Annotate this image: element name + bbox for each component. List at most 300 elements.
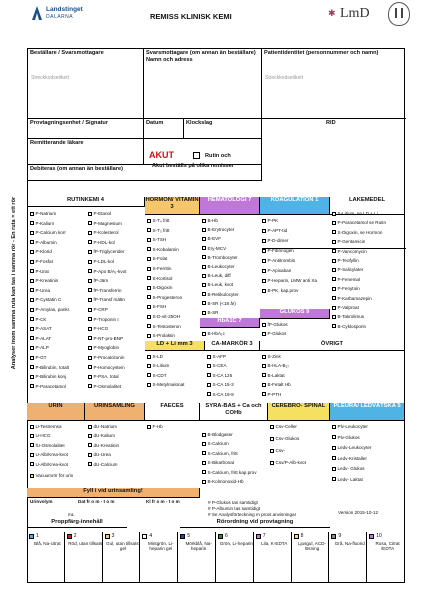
lakemedel-checkbox[interactable] [332, 249, 336, 253]
tube-label: Blå, Na-citrat [34, 541, 61, 546]
rutinkemi-item[interactable] [30, 259, 53, 264]
tube-label: Grå, Na-fluorid [334, 541, 365, 546]
hormon-item[interactable] [147, 256, 167, 261]
lakemedel-checkbox[interactable] [332, 230, 336, 234]
koagulation-item-label: P-D-dimer [267, 238, 289, 243]
lakemedel-item[interactable] [332, 258, 359, 263]
ovrigt-item-label: B-HLA-B₂₇ [267, 363, 289, 369]
syrabas-checkbox[interactable] [202, 442, 206, 446]
lakemedel-item[interactable] [332, 249, 367, 254]
syrabas-item-label: S-Calcium, fritt [207, 450, 238, 456]
urin-checkbox[interactable] [30, 462, 34, 466]
rutinkemi2-item[interactable] [88, 326, 108, 331]
rutinkemi-checkbox[interactable] [30, 279, 34, 283]
rutinkemi2-checkbox[interactable] [88, 356, 92, 360]
hematologi-item[interactable] [202, 246, 226, 251]
rutinkemi2-checkbox[interactable] [88, 221, 92, 225]
urinsamling-item-label: dU-Kreatinin [93, 442, 120, 448]
hematologi-checkbox[interactable] [202, 301, 206, 305]
urinsamling-checkbox[interactable] [88, 462, 92, 466]
hormon-checkbox[interactable] [147, 295, 151, 299]
rutin-label: Rutin och [205, 153, 231, 159]
hormon-item[interactable] [147, 237, 166, 242]
camarkor-item[interactable] [207, 382, 234, 387]
rutinkemi2-checkbox[interactable] [88, 240, 92, 244]
camarkor-checkbox[interactable] [207, 364, 211, 368]
koagulation-item[interactable] [262, 278, 317, 283]
hematologi-item[interactable] [202, 236, 221, 241]
rutinkemi-checkbox[interactable] [30, 260, 34, 264]
cerebro-checkbox[interactable] [270, 425, 274, 429]
rutinkemi2-item[interactable] [88, 288, 121, 293]
rutinkemi-checkbox[interactable] [30, 346, 34, 350]
hormon-item-label: S-Ferritin [152, 266, 172, 271]
lakemedel-item-label: P-Fenemal [337, 276, 360, 282]
akut-checkbox[interactable] [193, 152, 200, 159]
rutinkemi2-item[interactable] [88, 240, 115, 245]
rutinkemi2-checkbox[interactable] [88, 298, 92, 302]
rutinkemi2-checkbox[interactable] [88, 336, 92, 340]
syrabas-checkbox[interactable] [202, 433, 206, 437]
camarkor-checkbox[interactable] [207, 355, 211, 359]
urinsamling-item[interactable] [88, 462, 118, 467]
lakemedel-item[interactable] [332, 211, 378, 216]
koagulation-item[interactable] [262, 218, 278, 223]
rutinkemi2-item[interactable] [88, 211, 111, 216]
rutinkemi-checkbox[interactable] [30, 288, 34, 292]
rutinkemi2-item[interactable] [88, 355, 124, 360]
ovrigt-item[interactable] [262, 363, 289, 368]
rutinkemi-item[interactable] [30, 249, 52, 254]
koagulation-checkbox[interactable] [262, 289, 266, 293]
rutinkemi-item[interactable] [30, 374, 66, 379]
urinsamling-checkbox[interactable] [88, 434, 92, 438]
rutinkemi-checkbox[interactable] [30, 298, 34, 302]
rutinkemi-item[interactable] [30, 240, 57, 245]
rutinkemi2-item[interactable] [88, 384, 121, 389]
ovrigt-checkbox[interactable] [262, 364, 266, 368]
ld-item[interactable] [147, 354, 163, 359]
hematologi-item[interactable] [202, 282, 233, 287]
ld-checkbox[interactable] [147, 364, 151, 368]
ovrigt-item[interactable] [262, 354, 281, 359]
rutinkemi-checkbox[interactable] [30, 327, 34, 331]
fyll-banner: Fyll i vid urinsamling! [27, 488, 200, 498]
recipient-label: Svarsmottagare (om annan än beställare) Namn och adress [146, 50, 256, 63]
rutinkemi2-item[interactable] [88, 336, 123, 341]
glukos-checkbox[interactable] [262, 323, 266, 327]
hematologi-item[interactable] [202, 310, 218, 315]
hematologi-checkbox[interactable] [202, 237, 206, 241]
cerebro-item-label: Csv- [275, 448, 285, 453]
rutinkemi-item[interactable] [30, 384, 66, 389]
rutinkemi2-checkbox[interactable] [88, 288, 92, 292]
camarkor-item[interactable] [207, 363, 227, 368]
ovrigt-checkbox[interactable] [262, 392, 266, 396]
rutinkemi2-checkbox[interactable] [88, 250, 92, 254]
hormon-item[interactable] [147, 324, 181, 329]
glukos-item[interactable] [262, 331, 286, 336]
hormon-item[interactable] [147, 314, 180, 319]
lakemedel-item[interactable] [332, 324, 366, 329]
faeces-item[interactable] [147, 424, 163, 429]
rutinkemi2-checkbox[interactable] [88, 375, 92, 379]
ld-checkbox[interactable] [147, 355, 151, 359]
rutinkemi2-item[interactable] [88, 345, 119, 350]
hormon-checkbox[interactable] [147, 267, 151, 271]
cerebro-item-label: Csv-Glukos [275, 436, 300, 441]
rutinkemi-checkbox[interactable] [30, 375, 34, 379]
hormon-checkbox[interactable] [147, 238, 151, 242]
faeces-checkbox[interactable] [147, 425, 151, 429]
urinsamling-item[interactable] [88, 424, 117, 429]
hematologi-checkbox[interactable] [202, 265, 206, 269]
cerebro-item[interactable] [270, 424, 297, 429]
hematologi-checkbox[interactable] [202, 283, 206, 287]
tube-color-swatch [294, 534, 299, 539]
pleura-checkbox[interactable] [332, 477, 336, 481]
hematologi-checkbox[interactable] [202, 292, 206, 296]
rutinkemi-checkbox[interactable] [30, 240, 34, 244]
rutinkemi-checkbox[interactable] [30, 231, 34, 235]
brand-mark-icon: ✱ [328, 8, 336, 18]
rutinkemi-item[interactable] [30, 221, 54, 226]
syrabas-item[interactable] [202, 441, 229, 446]
tube-color-swatch [142, 534, 147, 539]
hormon-checkbox[interactable] [147, 324, 151, 328]
camarkor-item[interactable] [207, 392, 234, 397]
tube-number: 5 [187, 533, 190, 539]
hba1c-item[interactable] [202, 331, 225, 336]
rutinkemi2-checkbox[interactable] [88, 231, 92, 235]
date-field[interactable] [144, 119, 184, 139]
rutinkemi-checkbox[interactable] [30, 336, 34, 340]
glukos-item[interactable] [262, 322, 288, 327]
rutinkemi-item[interactable] [30, 278, 58, 283]
recipient-field[interactable] [144, 49, 262, 119]
rutinkemi-item-label: P-ALAT [35, 335, 52, 341]
lakemedel-item[interactable] [332, 230, 382, 235]
urin-checkbox[interactable] [30, 434, 34, 438]
hematologi-checkbox[interactable] [202, 255, 206, 259]
koagulation-item[interactable] [262, 248, 294, 253]
rutinkemi2-checkbox[interactable] [88, 365, 92, 369]
rutinkemi2-checkbox[interactable] [88, 317, 92, 321]
koagulation-checkbox[interactable] [262, 279, 266, 283]
rutinkemi2-checkbox[interactable] [88, 269, 92, 273]
koagulation-item[interactable] [262, 258, 295, 263]
lakemedel-checkbox[interactable] [332, 268, 336, 272]
urin-item[interactable] [30, 462, 68, 467]
rutinkemi-item[interactable] [30, 365, 69, 370]
glukos-item-label: P-Glukos [267, 331, 287, 336]
rutinkemi2-item[interactable] [88, 249, 124, 254]
rutinkemi-item[interactable] [30, 297, 61, 302]
hormon-checkbox[interactable] [147, 315, 151, 319]
rutinkemi2-item[interactable] [88, 230, 119, 235]
koagulation-item[interactable] [262, 238, 288, 243]
urinsamling-item[interactable] [88, 452, 111, 457]
ld-item[interactable] [147, 363, 169, 368]
urin-item[interactable] [30, 452, 68, 457]
ovrigt-checkbox[interactable] [262, 355, 266, 359]
rutinkemi-item[interactable] [30, 326, 52, 331]
hormon-item[interactable] [147, 218, 169, 223]
rutinkemi2-checkbox[interactable] [88, 384, 92, 388]
rutinkemi2-checkbox[interactable] [88, 308, 92, 312]
rutinkemi2-item[interactable] [88, 317, 119, 322]
hormon-checkbox[interactable] [147, 286, 151, 290]
cerebro-checkbox[interactable] [270, 449, 274, 453]
hematologi-checkbox[interactable] [202, 311, 206, 315]
sampling-unit-field[interactable] [28, 119, 144, 139]
koagulation-checkbox[interactable] [262, 219, 266, 223]
rutinkemi2-item[interactable] [88, 278, 108, 283]
rutinkemi2-item[interactable] [88, 307, 108, 312]
syrabas-checkbox[interactable] [202, 470, 206, 474]
rutinkemi2-checkbox[interactable] [88, 212, 92, 216]
urin-item[interactable] [30, 424, 62, 429]
rutinkemi-checkbox[interactable] [30, 317, 34, 321]
hormon-checkbox[interactable] [147, 219, 151, 223]
hematologi-item[interactable] [202, 273, 231, 278]
rutinkemi2-item[interactable] [88, 269, 126, 274]
rutinkemi2-item[interactable] [88, 221, 122, 226]
hormon-item[interactable] [147, 247, 179, 252]
hematologi-checkbox[interactable] [202, 219, 206, 223]
ovrigt-item[interactable] [262, 373, 285, 378]
lakemedel-item[interactable] [332, 239, 365, 244]
hormon-checkbox[interactable] [147, 305, 151, 309]
rutinkemi-item[interactable] [30, 307, 70, 312]
hormon-item[interactable] [147, 285, 172, 290]
lakemedel-item[interactable] [332, 296, 372, 301]
urin-checkbox[interactable] [30, 453, 34, 457]
rutinkemi-item-label: P-Paracetamol [35, 383, 66, 389]
tube-color-swatch [369, 534, 374, 539]
syrabas-item[interactable] [202, 460, 234, 465]
rutinkemi-item[interactable] [30, 288, 50, 293]
syrabas-checkbox[interactable] [202, 461, 206, 465]
camarkor-checkbox[interactable] [207, 373, 211, 377]
rutinkemi2-checkbox[interactable] [88, 260, 92, 264]
patient-barcode-placeholder: Streckkodsetikett [265, 75, 304, 81]
hba1c-checkbox[interactable] [202, 332, 206, 336]
rutinkemi-checkbox[interactable] [30, 365, 34, 369]
lakemedel-checkbox[interactable] [332, 277, 336, 281]
hormon-item[interactable] [147, 295, 182, 300]
pleura-checkbox[interactable] [332, 425, 336, 429]
hematologi-checkbox[interactable] [202, 228, 206, 232]
hematologi-item[interactable] [202, 264, 235, 269]
cerebro-checkbox[interactable] [270, 461, 274, 465]
syrabas-item[interactable] [202, 451, 238, 456]
koagulation-checkbox[interactable] [262, 269, 266, 273]
rutinkemi-checkbox[interactable] [30, 269, 34, 273]
ld-checkbox[interactable] [147, 373, 151, 377]
rutinkemi2-item-label: fP-Järn [93, 278, 109, 284]
rutinkemi-checkbox[interactable] [30, 221, 34, 225]
rutinkemi-item-label: P-Amylas, pankr. [35, 307, 71, 312]
urinsamling-item-label: dU-Urea [93, 452, 111, 458]
rutinkemi-checkbox[interactable] [30, 212, 34, 216]
camarkor-checkbox[interactable] [207, 383, 211, 387]
lakemedel-checkbox[interactable] [332, 287, 336, 291]
rutinkemi2-checkbox[interactable] [88, 279, 92, 283]
koagulation-item-label: P-Antitrombin [267, 258, 296, 263]
hormon-item[interactable] [147, 276, 172, 281]
hematologi-item[interactable] [202, 255, 238, 260]
koagulation-checkbox[interactable] [262, 239, 266, 243]
tube-color-swatch [218, 534, 223, 539]
ovrigt-checkbox[interactable] [262, 383, 266, 387]
urin-checkbox[interactable] [30, 425, 34, 429]
rutinkemi2-item[interactable] [88, 374, 119, 379]
rutinkemi2-checkbox[interactable] [88, 327, 92, 331]
urin-item[interactable] [30, 443, 65, 448]
cerebro-checkbox[interactable] [270, 437, 274, 441]
pleura-item[interactable] [332, 477, 363, 482]
hematologi-checkbox[interactable] [202, 274, 206, 278]
hematologi-item[interactable] [202, 218, 218, 223]
lakemedel-checkbox[interactable] [332, 315, 336, 319]
hematologi-item[interactable] [202, 301, 236, 306]
rutinkemi-item[interactable] [30, 355, 46, 360]
urin-item[interactable] [30, 433, 51, 438]
ld-item[interactable] [147, 382, 184, 387]
hematologi-item-label: B-EVF [207, 236, 222, 242]
pleura-checkbox[interactable] [332, 467, 336, 471]
hematologi-item-label: B-SR (<18 år) [207, 300, 236, 306]
ml-unit: mL [68, 512, 75, 517]
requester-field[interactable] [28, 49, 144, 119]
ld-checkbox[interactable] [147, 383, 151, 387]
lakemedel-item[interactable] [332, 305, 359, 310]
rutinkemi-item[interactable] [30, 230, 66, 235]
hormon-item[interactable] [147, 333, 175, 338]
ovrigt-item[interactable] [262, 392, 281, 397]
cerebro-item[interactable] [270, 448, 285, 453]
rutinkemi-item[interactable] [30, 269, 49, 274]
urinsamling-item[interactable] [88, 443, 119, 448]
lakemedel-checkbox[interactable] [332, 306, 336, 310]
rutinkemi-item[interactable] [30, 317, 46, 322]
hormon-checkbox[interactable] [147, 247, 151, 251]
rutinkemi-checkbox[interactable] [30, 250, 34, 254]
hematologi-item[interactable] [202, 227, 234, 232]
lakemedel-item[interactable] [332, 277, 360, 282]
hematologi-checkbox[interactable] [202, 246, 206, 250]
ld-item-label: S-Metylmalonat [152, 382, 185, 388]
syrabas-item[interactable] [202, 432, 233, 437]
pleura-item[interactable] [332, 445, 371, 450]
patient-field[interactable] [262, 49, 406, 119]
tube-cell [292, 532, 330, 582]
lakemedel-checkbox[interactable] [332, 212, 336, 216]
koagulation-checkbox[interactable] [262, 229, 266, 233]
lakemedel-checkbox[interactable] [332, 240, 336, 244]
koagulation-item-label: P-Heparin, LMW anti Xa [267, 278, 318, 283]
urinsamling-checkbox[interactable] [88, 425, 92, 429]
hormon-checkbox[interactable] [147, 228, 151, 232]
pleura-checkbox[interactable] [332, 456, 336, 460]
syrabas-item[interactable] [202, 479, 244, 484]
camarkor-checkbox[interactable] [207, 392, 211, 396]
lakemedel-item[interactable] [332, 314, 364, 319]
hormon-item[interactable] [147, 228, 169, 233]
rutinkemi2-checkbox[interactable] [88, 346, 92, 350]
lakemedel-checkbox[interactable] [332, 296, 336, 300]
pleura-checkbox[interactable] [332, 435, 336, 439]
rutinkemi-checkbox[interactable] [30, 308, 34, 312]
referring-doctor-field[interactable] [28, 139, 144, 165]
camarkor-item[interactable] [207, 354, 226, 359]
koagulation-item[interactable] [262, 288, 298, 293]
cerebro-item[interactable] [270, 436, 299, 441]
version-label: Version 2015-10-12 [338, 510, 379, 515]
lakemedel-checkbox[interactable] [332, 221, 336, 225]
cerebro-item[interactable] [270, 460, 306, 465]
pleura-item[interactable] [332, 456, 367, 461]
lakemedel-item[interactable] [332, 267, 363, 272]
rutinkemi-item[interactable] [30, 211, 56, 216]
time-field[interactable] [184, 119, 262, 139]
org-logo-icon [30, 4, 44, 22]
glukos-checkbox[interactable] [262, 332, 266, 336]
syrabas-checkbox[interactable] [202, 480, 206, 484]
rutinkemi2-item[interactable] [88, 297, 125, 302]
pleura-item[interactable] [332, 424, 368, 429]
lakemedel-item[interactable] [332, 220, 386, 225]
rutinkemi-checkbox[interactable] [30, 356, 34, 360]
koagulation-checkbox[interactable] [262, 249, 266, 253]
tube-color-swatch [29, 534, 34, 539]
hormon-item[interactable] [147, 304, 166, 309]
rutinkemi-item[interactable] [30, 336, 51, 341]
ovrigt-item[interactable] [262, 382, 291, 387]
koagulation-item[interactable] [262, 228, 287, 233]
lakemedel-checkbox[interactable] [332, 324, 336, 328]
hematologi-item[interactable] [202, 292, 239, 297]
hormon-checkbox[interactable] [147, 276, 151, 280]
urinsamling-checkbox[interactable] [88, 443, 92, 447]
koagulation-checkbox[interactable] [262, 259, 266, 263]
pleura-item[interactable] [332, 466, 365, 471]
koagulation-item-label: P-Fibrinogen [267, 248, 294, 253]
camarkor-item[interactable] [207, 373, 232, 378]
hormon-item[interactable] [147, 266, 171, 271]
lakemedel-item[interactable] [332, 286, 360, 291]
ovrigt-checkbox[interactable] [262, 373, 266, 377]
rutinkemi-checkbox[interactable] [30, 384, 34, 388]
urin-checkbox[interactable] [30, 443, 34, 447]
urinsamling-item[interactable] [88, 433, 115, 438]
ld-item[interactable] [147, 373, 167, 378]
tube-number: 4 [149, 533, 153, 539]
rutinkemi2-item[interactable] [88, 259, 114, 264]
rutinkemi-item[interactable] [30, 345, 49, 350]
koagulation-item[interactable] [262, 268, 291, 273]
hormon-checkbox[interactable] [147, 257, 151, 261]
rutinkemi2-item[interactable] [88, 365, 125, 370]
pleura-item[interactable] [332, 435, 360, 440]
pleura-checkbox[interactable] [332, 446, 336, 450]
lakemedel-checkbox[interactable] [332, 259, 336, 263]
syrabas-item[interactable] [202, 470, 257, 475]
urinsamling-checkbox[interactable] [88, 453, 92, 457]
syrabas-checkbox[interactable] [202, 451, 206, 455]
hormon-checkbox[interactable] [147, 334, 151, 338]
